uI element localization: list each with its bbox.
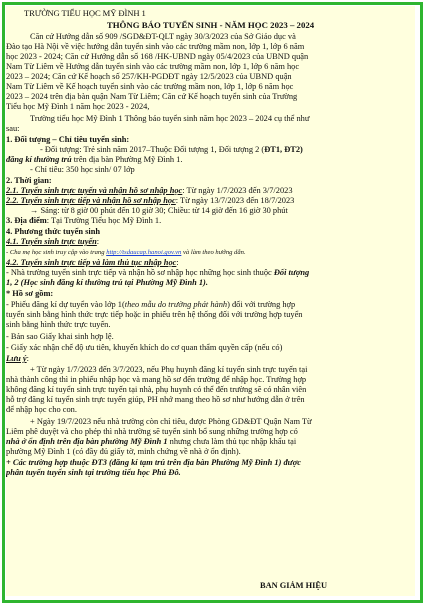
intro-line: Nam Từ Liêm về Hướng dẫn tuyển sinh vào các trường mầm non, lớp 1, lớp 6 năm học (6, 62, 300, 71)
notes-label: Lưu ý (6, 354, 27, 363)
documents-text-end: ) đối với trường hợp (227, 300, 296, 309)
residence-line (6, 155, 415, 165)
registration-link[interactable]: http://tsdaucap.hanoi.gov.vn (106, 249, 182, 256)
quota-line: - Chỉ tiêu: 350 học sinh/ 07 lớp (30, 165, 135, 174)
direct-method-label: 4.2. Tuyển sinh trực tiếp và làm thủ tục nhập học (6, 258, 177, 267)
online-method-label: 4.1. Tuyển sinh trực tuyến (6, 237, 97, 246)
direct-period-dates: : Từ ngày 13/7/2023 đến 18/7/2023 (175, 196, 295, 205)
documents-heading: * Hồ sơ gồm: (6, 289, 54, 298)
intro-line: Căn cứ Hướng dẫn số 909 /SGD&ĐT-QLT ngày 30/3/2023 của Sở Giáo dục và (30, 32, 296, 41)
section-4-heading: 4. Phương thức tuyển sinh (6, 227, 101, 236)
documents-line: - Bản sao Giấy khai sinh hợp lệ. (6, 332, 114, 341)
direct-method-groups: Đối tượng (273, 268, 310, 277)
section-3-line (6, 216, 415, 226)
residence-emphasis: đăng kí thường trú (6, 155, 72, 164)
section-2-heading: 2. Thời gian: (6, 176, 52, 185)
location-text: : Tại Trường Tiểu học Mỹ Đình 1. (46, 216, 162, 225)
intro-line: Nam Từ Liêm về Kế hoạch tuyển sinh vào các trường mầm non, lớp 1, lớp 6 năm học (6, 82, 294, 91)
note-line: phường Mỹ Đình 1 (có đầy đủ giấy tờ, minh chứng về nhà ở ổn định). (6, 447, 241, 456)
note-emphasis: nhà ở ổn định trên địa bàn phường Mỹ Đình 1 (6, 437, 168, 446)
colon: : (96, 237, 100, 246)
school-name: TRƯỜNG TIỂU HỌC MỸ ĐÌNH 1 (24, 8, 146, 18)
residence-text: trên địa bàn Phường Mỹ Đình 1. (71, 155, 183, 164)
intro-line: học 2023 - 2024; Căn cứ Hướng dẫn số 168 /HK-UBND ngày 05/4/2023 của UBND quận (6, 52, 309, 61)
direct-method-line (6, 268, 415, 278)
note-line: không đăng kí tuyển sinh trực tuyến tại nhà, phụ huynh có thể đến trường sẽ có nhân viên (6, 385, 307, 394)
target-line (40, 145, 415, 155)
intro-line: 2023 – 2024 trên địa bàn quận Nam Từ Liêm; Căn cứ Kế hoạch tuyển sinh của Trường (6, 92, 298, 101)
direct-period (6, 196, 415, 206)
note-line: + Ngày 19/7/2023 nếu nhà trường còn chỉ tiêu, được Phòng GD&ĐT Quận Nam Từ (30, 417, 312, 426)
note-line: Liêm phê duyệt và cho phép thì nhà trường sẽ tuyển sinh bổ sung những trường hợp có (6, 427, 298, 436)
lead-line: Trường tiểu học Mỹ Đình 1 Thông báo tuyển sinh năm học 2023 – 2024 cụ thể như (30, 114, 310, 123)
direct-period-label: 2.2. Tuyển sinh trực tiếp và nhận hồ sơ nhập học (6, 196, 176, 205)
documents-line (6, 300, 415, 310)
online-period-label: 2.1. Tuyển sinh trực tuyến và nhận hồ sơ nhập học (6, 186, 183, 195)
note-text: nhưng chưa làm thủ tục nhập khẩu tại (167, 437, 297, 446)
note-line (6, 437, 415, 447)
target-text: - Đối tượng: Trẻ sinh năm 2017–Thuộc Đối tượng 1, Đối tượng 2 ( (40, 145, 265, 154)
notes-heading (6, 354, 415, 364)
note-line-emphasis: phân tuyến tuyển sinh tại trường tiểu học Phú Đô. (6, 468, 181, 477)
documents-line: - Giấy xác nhận chế độ ưu tiên, khuyến khích do cơ quan thẩm quyền cấp (nếu có) (6, 343, 283, 352)
colon: : (176, 258, 179, 267)
direct-method-text: - Nhà trường tuyển sinh trực tiếp và nhận hồ sơ nhập học những học sinh thuộc (6, 268, 274, 277)
documents-text: - Phiếu đăng kí dự tuyển vào lớp 1( (6, 300, 125, 309)
intro-line: Đào tạo Hà Nội về việc hướng dẫn tuyển sinh vào các trường mầm non, lớp 1, lớp 6 năm (6, 42, 305, 51)
notice-title: THÔNG BÁO TUYỂN SINH - NĂM HỌC 2023 – 2024 (106, 20, 315, 30)
section-3-heading: 3. Địa điểm (6, 216, 47, 225)
online-period (6, 186, 415, 196)
section-1-heading: 1. Đối tượng – Chỉ tiêu tuyển sinh: (6, 135, 130, 144)
note-line: hỗ trợ đăng kí tuyển sinh trực tuyến giúp, PH nhớ mang theo hồ sơ như hướng dẫn ở trên (6, 395, 305, 404)
online-method-heading (6, 237, 415, 247)
direct-method-heading (6, 258, 415, 268)
note-line: nhà thành công thì in phiếu nhập học và mang hồ sơ đến trường để nhập học. Trường hợp (6, 375, 307, 384)
online-method-line (6, 248, 415, 258)
office-hours: → Sáng: từ 8 giờ 00 phút đến 10 giờ 30; Chiều: từ 14 giờ đến 16 giờ 30 phút (30, 206, 288, 215)
online-method-text: - Cha mẹ học sinh truy cập vào trang (6, 249, 107, 256)
note-line-emphasis: + Các trường hợp thuộc ĐT3 (đăng kí tạm trú trên địa bàn Phường Mỹ Đình 1) được (6, 458, 301, 467)
notice-sheet (6, 6, 415, 596)
note-line: + Từ ngày 1/7/2023 đến 3/7/2023, nếu Phụ huynh đăng kí tuyển sinh trực tuyến tại (30, 365, 308, 374)
intro-line: Tiểu học Mỹ Đình 1 năm học 2023 - 2024, (6, 102, 150, 111)
target-groups: ĐT1, ĐT2) (264, 145, 303, 154)
note-line: để nhập học cho con. (6, 405, 77, 414)
intro-line: 2023 – 2024; Căn cứ Kế hoạch số 257/KH-PGDĐT ngày 12/5/2023 của UBND quận (6, 72, 292, 81)
documents-note: theo mẫu do trường phát hành (124, 300, 228, 309)
signature-block: BAN GIÁM HIỆU (260, 581, 328, 590)
lead-line: sau: (6, 124, 20, 133)
direct-method-line-2: 1, 2 (Học sinh đăng kí thường trú tại Phường Mỹ Đình 1). (6, 278, 208, 287)
online-period-dates: : Từ ngày 1/7/2023 đến 3/7/2023 (182, 186, 293, 195)
documents-line: tuyển sinh bằng hình thức trực tiếp hoặc in phiếu trên hệ thống đối với trường hợp tuyển (6, 310, 303, 319)
documents-line: sinh bằng hình thức trực tuyến. (6, 320, 111, 329)
online-method-text-end: và làm theo hướng dẫn. (181, 249, 246, 256)
colon: : (26, 354, 29, 363)
